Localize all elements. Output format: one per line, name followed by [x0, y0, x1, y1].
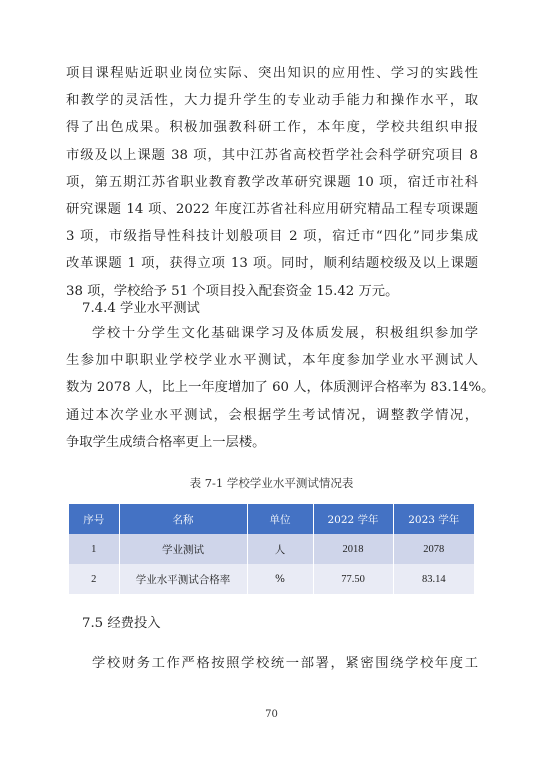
text-line: 项目课程贴近职业岗位实际、突出知识的应用性、学习的实践性	[66, 66, 478, 81]
text-line: 市级及以上课题 38 项，其中江苏省高校哲学社会科学研究项目 8	[66, 147, 478, 163]
table-header-row	[69, 504, 474, 534]
header-2022: 2022 学年	[313, 504, 393, 534]
cell-name: 学业测试	[119, 534, 247, 564]
text-line: 研究课题 14 项、2022 年度江苏省社科应用研究精品工程专项课题	[66, 202, 478, 218]
cell-unit: 人	[247, 534, 313, 564]
cell-2022: 2018	[313, 534, 393, 564]
header-index: 序号	[69, 504, 119, 534]
text-line: 通过本次学业水平测试，会根据学生考试情况，调整教学情况，	[66, 407, 478, 423]
text-line: 和教学的灵活性，大力提升学生的专业动手能力和操作水平，取	[66, 93, 478, 109]
header-unit: 单位	[247, 504, 313, 534]
cell-2022: 77.50	[313, 564, 393, 594]
header-name: 名称	[119, 504, 247, 534]
text-line: 生参加中职职业学校学业水平测试，本年度参加学业水平测试人	[66, 353, 478, 369]
test-results-table	[69, 504, 474, 594]
cell-index: 1	[69, 534, 119, 564]
text-line: 学校十分学生文化基础课学习及体质发展，积极组织参加学	[92, 326, 478, 341]
paragraph-funding	[66, 650, 478, 677]
header-2023: 2023 学年	[393, 504, 474, 534]
table-row	[69, 534, 474, 564]
text-line: 争取学生成绩合格率更上一层楼。	[66, 434, 266, 450]
cell-name: 学业水平测试合格率	[119, 564, 247, 594]
text-line: 3 项，市级指导性科技计划般项目 2 项，宿迁市“四化”同步集成	[66, 229, 478, 245]
text-line: 学校财务工作严格按照学校统一部署，紧密围绕学校年度工	[92, 656, 478, 671]
cell-2023: 83.14	[393, 564, 474, 594]
text-line: 得了出色成果。积极加强教科研工作，本年度，学校共组织申报	[66, 120, 478, 136]
text-line: 38 项，学校给予 51 个项目投入配套资金 15.42 万元。	[66, 283, 399, 299]
cell-index: 2	[69, 564, 119, 594]
cell-unit: %	[247, 564, 313, 594]
text-line: 数为 2078 人，比上一年度增加了 60 人，体质测评合格率为 83.14%。	[66, 380, 495, 396]
page-number: 70	[265, 709, 278, 720]
section-heading-7-5: 7.5 经费投入	[82, 616, 161, 631]
text-line: 项，第五期江苏省职业教育教学改革研究课题 10 项，宿迁市社科	[66, 174, 478, 190]
cell-2023: 2078	[393, 534, 474, 564]
table-row	[69, 564, 474, 594]
paragraph-proficiency-test	[66, 320, 495, 456]
table-caption: 表 7-1 学校学业水平测试情况表	[189, 476, 354, 490]
paragraph-research	[66, 60, 478, 305]
text-line: 改革课题 1 项，获得立项 13 项。同时，顺利结题校级及以上课题	[66, 256, 478, 272]
section-heading-7-4-4: 7.4.4 学业水平测试	[82, 301, 200, 316]
